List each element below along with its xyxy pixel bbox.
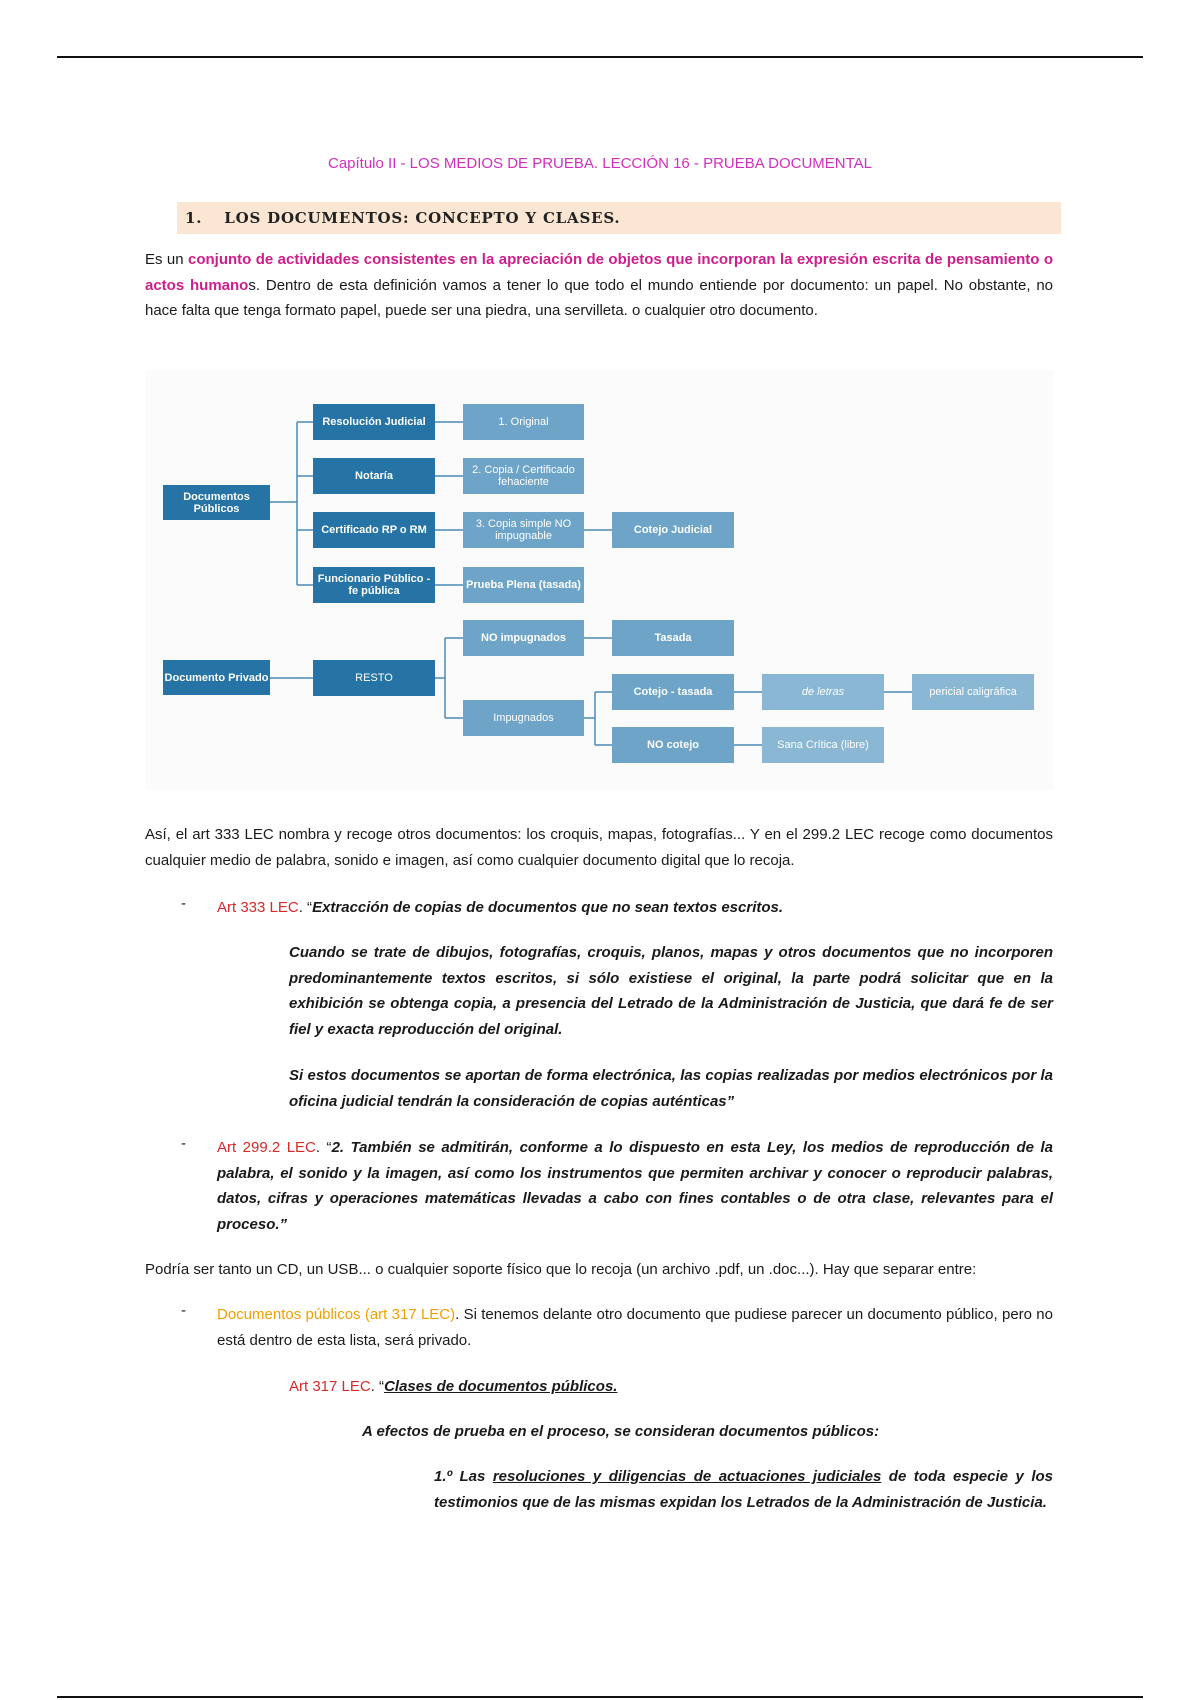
box-sana-critica: Sana Crítica (libre) bbox=[762, 727, 884, 763]
box-cotejo-tasada: Cotejo - tasada bbox=[612, 674, 734, 710]
document-classification-diagram bbox=[145, 370, 1053, 790]
box-funcionario-publico: Funcionario Público - fe pública bbox=[313, 567, 435, 603]
section-title: LOS DOCUMENTOS: CONCEPTO Y CLASES. bbox=[224, 209, 621, 227]
art333-heading bbox=[217, 895, 1053, 921]
documentos-publicos-ref: Documentos públicos (art 317 LEC) bbox=[217, 1306, 456, 1323]
art333-quote: . “ bbox=[298, 899, 313, 916]
top-rule bbox=[57, 56, 1143, 58]
art317-item1-underlined: resoluciones y diligencias de actuaciones judiciales bbox=[492, 1468, 882, 1485]
art333-ref: Art 333 LEC bbox=[217, 899, 299, 916]
intro-highlight: conjunto de actividades consistentes en la apreciación de objetos que incorporan la expresión escrita de pensamiento o actos humano bbox=[145, 251, 1053, 294]
box-no-impugnados: NO impugnados bbox=[463, 620, 584, 656]
art317-item1-b: de toda especie y los testimonios que de las mismas expidan los Letrados de la Administración de Justicia. bbox=[434, 1468, 1053, 1511]
box-tasada: Tasada bbox=[612, 620, 734, 656]
intro-paragraph bbox=[145, 247, 1053, 324]
paragraph-soportes: Podría ser tanto un CD, un USB... o cualquier soporte físico que lo recoja (un archivo .pdf, un .doc...). Hay que separar entre: bbox=[145, 1261, 977, 1278]
bottom-rule bbox=[57, 1696, 1143, 1698]
paragraph-art-333-299: Así, el art 333 LEC nombra y recoge otros documentos: los croquis, mapas, fotografías... Y en el 299.2 LEC recoge como documentos cualquier medio de palabra, sonido e imagen, así como cualquier documento digital que lo recoja. bbox=[145, 826, 1053, 869]
section-number: 1. bbox=[185, 209, 203, 227]
bullet-dash: - bbox=[181, 1302, 186, 1319]
art317-title: Clases de documentos públicos. bbox=[384, 1378, 618, 1395]
box-copia-certificado: 2. Copia / Certificado fehaciente bbox=[463, 458, 584, 494]
box-documentos-publicos: Documentos Públicos bbox=[163, 485, 270, 520]
chapter-title: Capítulo II - LOS MEDIOS DE PRUEBA. LECCIÓN 16 - PRUEBA DOCUMENTAL bbox=[327, 155, 873, 172]
diagram-connectors bbox=[145, 370, 1053, 790]
documentos-publicos-rest: . Si tenemos delante otro documento que pudiese parecer un documento público, pero no está dentro de esta lista, será privado. bbox=[217, 1306, 1053, 1349]
art317-ref: Art 317 LEC bbox=[289, 1378, 371, 1395]
box-pericial-caligrafica: pericial caligráfica bbox=[912, 674, 1034, 710]
box-prueba-plena: Prueba Plena (tasada) bbox=[463, 567, 584, 603]
bullet-dash: - bbox=[181, 1135, 186, 1152]
art299-quote: . “ bbox=[315, 1139, 332, 1156]
art317-heading bbox=[289, 1374, 1053, 1400]
box-impugnados: Impugnados bbox=[463, 700, 584, 736]
box-no-cotejo: NO cotejo bbox=[612, 727, 734, 763]
documentos-publicos-paragraph bbox=[217, 1302, 1053, 1353]
art299-ref: Art 299.2 LEC bbox=[217, 1139, 316, 1156]
section-heading bbox=[177, 202, 1061, 234]
art333-paragraph-2: Si estos documentos se aportan de forma electrónica, las copias realizadas por medios electrónicos por la oficina judicial tendrán la consideración de copias auténticas” bbox=[289, 1067, 1053, 1110]
box-documento-privado: Documento Privado bbox=[163, 660, 270, 695]
box-certificado-rp-rm: Certificado RP o RM bbox=[313, 512, 435, 548]
box-cotejo-judicial: Cotejo Judicial bbox=[612, 512, 734, 548]
intro-rest: s. Dentro de esta definición vamos a tener lo que todo el mundo entiende por documento: un papel. No obstante, no hace falta que tenga formato papel, puede ser una piedra, una servilleta. o cualquier otro documento. bbox=[145, 276, 1054, 319]
bullet-dash: - bbox=[181, 895, 186, 912]
box-resto: RESTO bbox=[313, 660, 435, 696]
art299-paragraph bbox=[217, 1135, 1053, 1237]
art317-item-1 bbox=[434, 1464, 1053, 1515]
box-resolucion-judicial: Resolución Judicial bbox=[313, 404, 435, 440]
box-original: 1. Original bbox=[463, 404, 584, 440]
art299-text: 2. También se admitirán, conforme a lo dispuesto en esta Ley, los medios de reproducción de la palabra, el sonido y la imagen, así como los instrumentos que permiten archivar y conocer o reproducir palabras, datos, cifras y operaciones matemáticas llevadas a cabo con fines contables o de otra clase, relevantes para el proceso.” bbox=[217, 1139, 1053, 1233]
art333-title: Extracción de copias de documentos que no sean textos escritos. bbox=[312, 899, 784, 916]
art317-quote: . “ bbox=[370, 1378, 385, 1395]
box-copia-simple: 3. Copia simple NO impugnable bbox=[463, 512, 584, 548]
box-notaria: Notaría bbox=[313, 458, 435, 494]
art317-item1-a: 1.º Las bbox=[434, 1468, 493, 1485]
box-de-letras: de letras bbox=[762, 674, 884, 710]
art317-intro: A efectos de prueba en el proceso, se consideran documentos públicos: bbox=[362, 1423, 880, 1440]
intro-prefix: Es un bbox=[145, 251, 189, 268]
art333-paragraph-1: Cuando se trate de dibujos, fotografías, croquis, planos, mapas y otros documentos que no incorporen predominantemente textos escritos, si sólo existiese el original, la parte podrá solicitar que en la exhibición se obtenga copia, a presencia del Letrado de la Administración de Justicia, que dará fe de ser fiel y exacta reproducción del original. bbox=[289, 944, 1053, 1038]
